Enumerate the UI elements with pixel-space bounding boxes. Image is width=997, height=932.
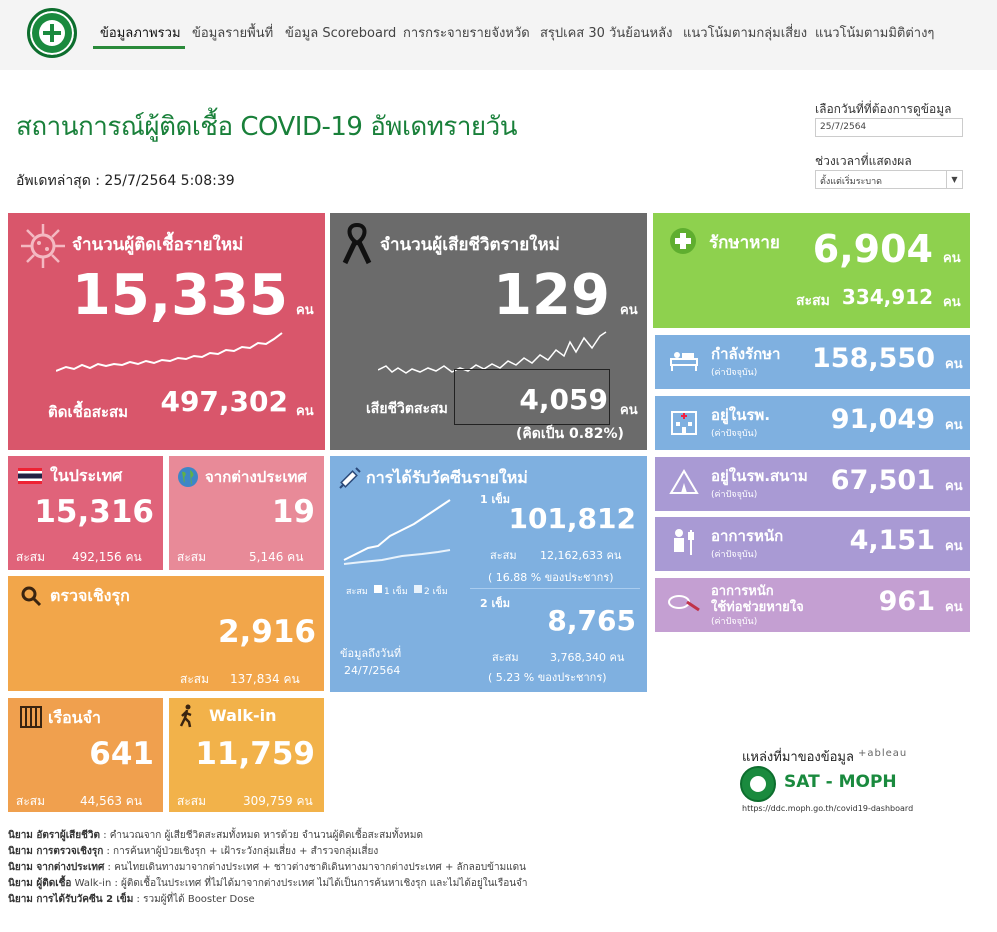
status-sub-ventilator: (ค่าปัจจุบัน): [711, 617, 758, 627]
vaccine-dose2-label: 2 เข็ม: [480, 597, 511, 610]
new-cases-value: 15,335: [71, 263, 288, 328]
logo-emblem-icon: [750, 776, 766, 792]
domestic-cumulative-label: สะสม: [16, 550, 46, 564]
nav-tab-risk-trend[interactable]: แนวโน้มตามกลุ่มเสี่ยง: [683, 26, 808, 41]
range-select[interactable]: [815, 170, 963, 189]
status-card-field-hospital: [655, 457, 970, 511]
new-deaths-card: [330, 213, 647, 450]
domestic-value: 15,316: [34, 494, 154, 530]
nav-active-underline: [93, 46, 185, 49]
prison-cumulative-value: 44,563 คน: [80, 794, 143, 808]
date-picker-label: เลือกวันที่ที่ต้องการดูข้อมูล: [815, 102, 952, 116]
status-title-hospital: อยู่ในรพ.: [711, 406, 771, 424]
walkin-cumulative-value: 309,759 คน: [243, 794, 313, 808]
recovered-card: [653, 213, 970, 328]
status-unit-hospital: คน: [945, 418, 963, 433]
vaccine-dose2-value: 8,765: [547, 604, 636, 637]
legend-swatch-dose1: [374, 585, 382, 593]
footnote-text: : รวมผู้ที่ได้ Booster Dose: [133, 894, 255, 905]
last-updated: อัพเดทล่าสุด : 25/7/2564 5:08:39: [16, 173, 235, 189]
status-value-severe: 4,151: [849, 525, 935, 556]
new-deaths-unit: คน: [620, 303, 638, 318]
cases-cumulative-value: 497,302: [160, 385, 288, 418]
new-cases-unit: คน: [296, 303, 314, 318]
syringe-icon: [336, 464, 364, 492]
footnote-term: นิยาม การตรวจเชิงรุก: [8, 846, 104, 857]
proactive-cumulative-value: 137,834 คน: [230, 672, 300, 686]
range-select-value: ตั้งแต่เริ่มระบาด: [820, 177, 883, 187]
abroad-title: จากต่างประเทศ: [205, 468, 307, 486]
status-card-treating: [655, 335, 970, 389]
vaccine-card: [330, 456, 647, 692]
domestic-cumulative-value: 492,156 คน: [72, 550, 142, 564]
status-value-field-hospital: 67,501: [830, 465, 935, 496]
chevron-down-icon[interactable]: ▼: [946, 171, 962, 188]
footnote-walkin: [8, 876, 528, 891]
vaccine-dose2-cum-value: 3,768,340 คน: [550, 651, 625, 664]
status-title-field-hospital: อยู่ในรพ.สนาม: [711, 467, 808, 485]
ventilator-icon: [667, 590, 701, 616]
prison-bars-icon: [20, 706, 42, 728]
proactive-cumulative-label: สะสม: [180, 672, 210, 686]
walking-person-icon: [177, 704, 197, 728]
status-sub-treating: (ค่าปัจจุบัน): [711, 368, 758, 378]
status-card-ventilator: [655, 578, 970, 632]
prison-title: เรือนจำ: [48, 708, 101, 727]
sat-moph-title: SAT - MOPH: [784, 772, 897, 792]
status-value-ventilator: 961: [878, 586, 935, 617]
vaccine-as-of-date: 24/7/2564: [344, 664, 401, 677]
virus-icon: [18, 221, 68, 271]
domestic-title: ในประเทศ: [50, 466, 123, 485]
abroad-cumulative-value: 5,146 คน: [249, 550, 304, 564]
recovered-cumulative-label: สะสม: [796, 293, 830, 309]
vaccine-dose2-percent: ( 5.23 % ของประชากร): [488, 671, 607, 684]
status-sub-severe: (ค่าปัจจุบัน): [711, 550, 758, 560]
moph-small-logo: [740, 766, 776, 802]
source-label: แหล่งที่มาของข้อมูล: [742, 750, 854, 765]
vaccine-dose2-cum-label: สะสม: [492, 651, 519, 664]
vaccine-dose1-cum-label: สะสม: [490, 549, 517, 562]
proactive-card: [8, 576, 324, 691]
vaccine-legend-dose2: 2 เข็ม: [424, 587, 448, 597]
new-deaths-value: 129: [493, 263, 610, 328]
prison-cumulative-label: สะสม: [16, 794, 46, 808]
new-deaths-title: จำนวนผู้เสียชีวิตรายใหม่: [380, 235, 560, 255]
abroad-cumulative-label: สะสม: [177, 550, 207, 564]
walkin-value: 11,759: [195, 736, 315, 772]
recovered-cumulative-unit: คน: [943, 295, 961, 310]
vaccine-dose1-label: 1 เข็ม: [480, 493, 511, 506]
abroad-value: 19: [271, 494, 315, 530]
status-title-severe: อาการหนัก: [711, 527, 784, 545]
footnote-text: Walk-in : ผู้ติดเชื้อในประเทศ ที่ไม่ได้มาจากต่างประเทศ ไม่ได้เป็นการค้นหาเชิงรุก และไม่ได้อยู่ในเรือนจำ: [71, 878, 528, 889]
top-nav-bar: [0, 0, 997, 70]
status-unit-ventilator: คน: [945, 600, 963, 615]
date-picker-input[interactable]: 25/7/2564: [815, 118, 963, 137]
vaccine-dose1-cum-value: 12,162,633 คน: [540, 549, 622, 562]
walkin-cumulative-label: สะสม: [177, 794, 207, 808]
medical-cross-icon: [669, 227, 697, 255]
prison-card: [8, 698, 163, 812]
cases-trend-sparkline: [56, 331, 286, 376]
recovered-title: รักษาหาย: [709, 233, 780, 253]
nav-tab-area[interactable]: ข้อมูลรายพื้นที่: [192, 26, 274, 41]
status-unit-field-hospital: คน: [945, 479, 963, 494]
recovered-cumulative-value: 334,912: [841, 285, 933, 309]
source-url[interactable]: https://ddc.moph.go.th/covid19-dashboard: [742, 804, 914, 813]
nav-tab-overview[interactable]: ข้อมูลภาพรวม: [100, 26, 181, 41]
new-cases-title: จำนวนผู้ติดเชื้อรายใหม่: [72, 235, 244, 255]
proactive-title: ตรวจเชิงรุก: [50, 586, 130, 605]
status-title-ventilator: อาการหนัก: [711, 584, 774, 599]
nav-tab-scoreboard[interactable]: ข้อมูล Scoreboard: [285, 26, 397, 41]
walkin-card: [169, 698, 324, 812]
deaths-cumulative-unit: คน: [620, 403, 638, 418]
nav-tab-30-days[interactable]: สรุปเคส 30 วันย้อนหลัง: [540, 26, 673, 41]
hospital-building-icon: [669, 406, 699, 436]
vaccine-trend-chart: [342, 496, 454, 566]
vaccine-legend-dose1: 1 เข็ม: [384, 587, 408, 597]
black-ribbon-icon: [342, 223, 372, 265]
status-unit-severe: คน: [945, 539, 963, 554]
footnote-term: นิยาม อัตราผู้เสียชีวิต: [8, 830, 101, 841]
new-cases-card: [8, 213, 325, 450]
status-card-hospital: [655, 396, 970, 450]
status-value-treating: 158,550: [812, 343, 935, 374]
deaths-cumulative-label: เสียชีวิตสะสม: [366, 401, 448, 417]
footnote-text: : คำนวณจาก ผู้เสียชีวิตสะสมทั้งหมด หารด้วย จำนวนผู้ติดเชื้อสะสมทั้งหมด: [100, 830, 423, 841]
nav-tab-dimension-trend[interactable]: แนวโน้มตามมิติต่างๆ: [815, 26, 935, 41]
thai-flag-icon: [18, 468, 42, 484]
cases-cumulative-label: ติดเชื้อสะสม: [48, 403, 129, 421]
footnote-text: : การค้นหาผู้ป่วยเชิงรุก + เฝ้าระวังกลุ่มเสี่ยง + สำรวจกลุ่มเสี่ยง: [103, 846, 379, 857]
patient-iv-icon: [669, 527, 699, 557]
proactive-value: 2,916: [217, 614, 316, 650]
vaccine-legend-label: สะสม: [346, 587, 368, 597]
footnote-proactive: [8, 844, 378, 859]
footnote-term: นิยาม การได้รับวัคซีน 2 เข็ม: [8, 894, 134, 905]
status-value-hospital: 91,049: [830, 404, 935, 435]
domestic-card: [8, 456, 163, 570]
status-unit-treating: คน: [945, 357, 963, 372]
recovered-value: 6,904: [812, 227, 933, 271]
range-select-label: ช่วงเวลาที่แสดงผล: [815, 154, 912, 168]
search-icon: [20, 585, 42, 607]
footnote-vaccine: [8, 892, 255, 907]
logo-emblem-icon: [39, 20, 65, 46]
footnote-text: : คนไทยเดินทางมาจากต่างประเทศ + ชาวต่างชาติเดินทางมาจากต่างประเทศ + ลักลอบข้ามแดน: [104, 862, 526, 873]
vaccine-divider: [470, 588, 640, 589]
moph-logo[interactable]: [27, 8, 77, 58]
globe-icon: [177, 466, 199, 488]
footnote-abroad: [8, 860, 526, 875]
deaths-cumulative-value: 4,059: [519, 383, 608, 416]
walkin-title: Walk-in: [209, 706, 277, 725]
hospital-bed-icon: [669, 345, 699, 375]
abroad-card: [169, 456, 324, 570]
status-title-treating: กำลังรักษา: [711, 345, 781, 363]
field-tent-icon: [669, 467, 699, 497]
cases-cumulative-unit: คน: [296, 404, 314, 419]
vaccine-dose1-percent: ( 16.88 % ของประชากร): [488, 571, 614, 584]
death-rate-percent: (คิดเป็น 0.82%): [516, 426, 624, 442]
prison-value: 641: [89, 736, 154, 772]
vaccine-dose1-value: 101,812: [508, 502, 636, 535]
footnote-term: นิยาม จากต่างประเทศ: [8, 862, 105, 873]
recovered-unit: คน: [943, 251, 961, 266]
status-sub-field-hospital: (ค่าปัจจุบัน): [711, 490, 758, 500]
page-title: สถานการณ์ผู้ติดเชื้อ COVID-19 อัพเดทรายวัน: [16, 112, 518, 142]
footnote-death-rate: [8, 828, 423, 843]
footnote-term: นิยาม ผู้ติดเชื้อ: [8, 878, 72, 889]
status-card-severe: [655, 517, 970, 571]
legend-swatch-dose2: [414, 585, 422, 593]
vaccine-as-of-label: ข้อมูลถึงวันที่: [340, 647, 402, 660]
vaccine-title: การได้รับวัคซีนรายใหม่: [366, 468, 528, 487]
nav-tab-province[interactable]: การกระจายรายจังหวัด: [403, 26, 530, 41]
status-sub-hospital: (ค่าปัจจุบัน): [711, 429, 758, 439]
tableau-logo[interactable]: +ableau: [858, 748, 908, 759]
status-title2-ventilator: ใช้ท่อช่วยหายใจ: [711, 600, 804, 615]
